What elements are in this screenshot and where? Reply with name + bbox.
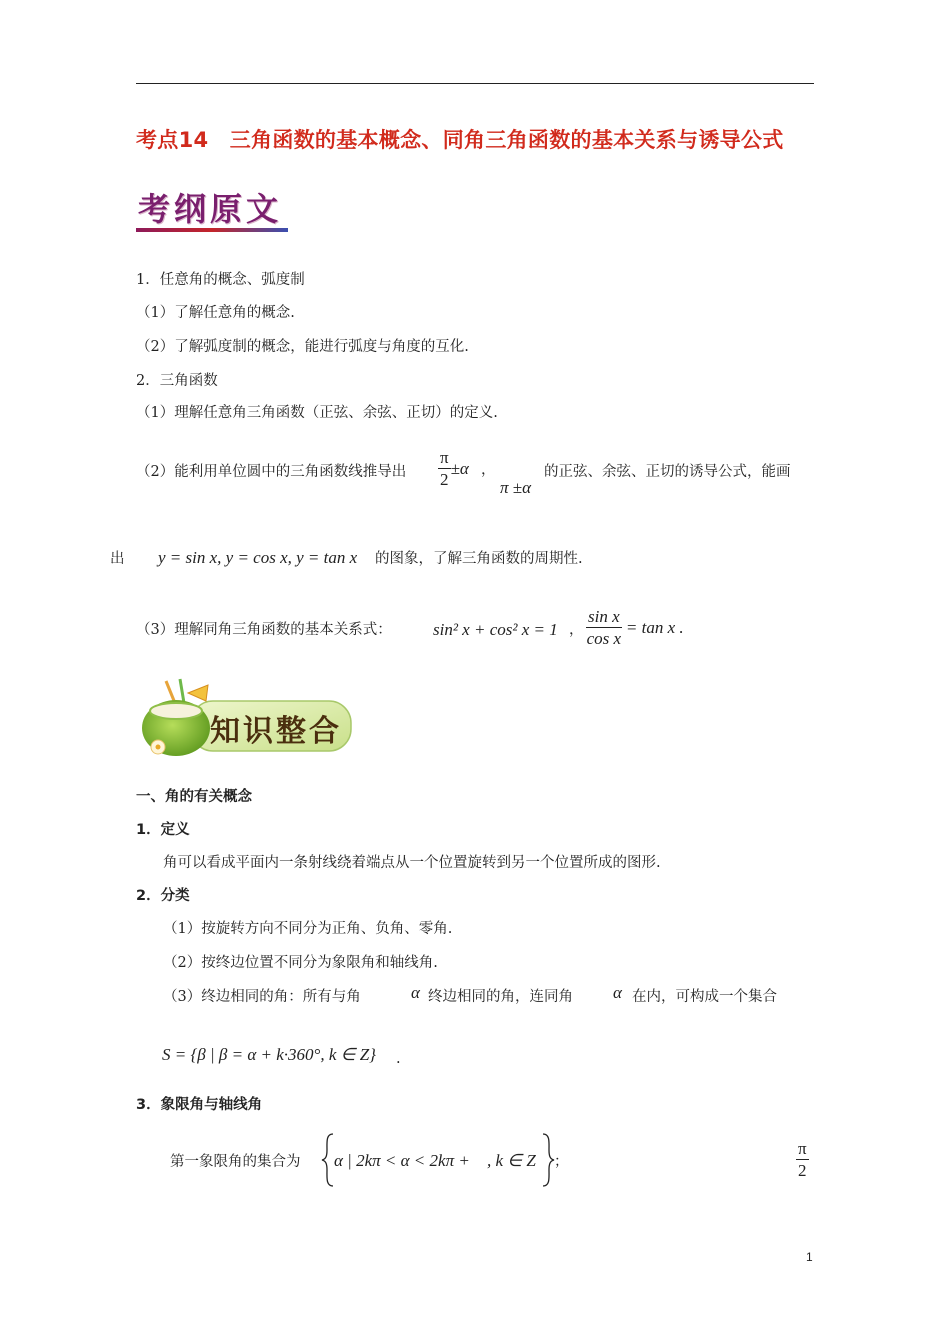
syllabus-banner-label: 考纲原文 bbox=[138, 190, 283, 228]
alpha-symbol-2: α bbox=[613, 983, 622, 1002]
page-title: 考点14 三角函数的基本概念、同角三角函数的基本关系与诱导公式 bbox=[136, 128, 784, 152]
formula-graph-funcs: y = sin x, y = cos x, y = tan x bbox=[158, 548, 358, 567]
fraction-sin-cos: $\frac{\text{sin x}}{\text{cos x}}$ bbox=[586, 607, 622, 648]
knowledge-banner-label: 知识整合 bbox=[210, 714, 342, 749]
header-rule bbox=[136, 83, 814, 84]
definition-text: 角可以看成平面内一条射线绕着端点从一个位置旋转到另一个位置所成的图形. bbox=[163, 855, 661, 871]
formula-pi-pm-alpha: π ±α bbox=[500, 478, 532, 497]
period: . bbox=[396, 1051, 401, 1067]
formula-pi-over-2: $\frac{\pi}{2}$ ±α bbox=[440, 448, 469, 489]
syllabus-banner bbox=[134, 178, 290, 234]
knowledge-banner bbox=[136, 673, 356, 763]
fraction-pi-2-b bbox=[796, 1140, 809, 1179]
alpha-symbol-1: α bbox=[411, 983, 420, 1002]
semicolon: ； bbox=[554, 1154, 569, 1170]
classification-3-end: 在内，可构成一个集合 bbox=[632, 989, 777, 1005]
syllabus-line-7-end: 的图象，了解三角函数的周期性. bbox=[375, 551, 583, 567]
syllabus-line-6-end: 的正弦、余弦、正切的诱导公式，能画 bbox=[544, 464, 791, 480]
formula-identity-2: $\frac{\text{sin x}}{\text{cos x}}$ = tan x . bbox=[586, 607, 684, 648]
syllabus-line-3: （2）了解弧度制的概念，能进行弧度与角度的互化. bbox=[136, 339, 469, 355]
subheading-quadrant-angles: 3．象限角与轴线角 bbox=[136, 1097, 263, 1113]
classification-1: （1）按旋转方向不同分为正角、负角、零角. bbox=[163, 921, 453, 937]
formula-coterminal-set: S = {β | β = α + k·360°, k ∈ Z} bbox=[162, 1045, 376, 1064]
formula-quadrant-1-right: , k ∈ Z bbox=[487, 1151, 536, 1170]
fraction-pi-2-b-inner: $\frac{\pi}{2}$ bbox=[798, 1139, 807, 1180]
fraction-pi-2: $\frac{\pi}{2}$ bbox=[440, 448, 449, 489]
classification-3-middle: 终边相同的角，连同角 bbox=[428, 989, 573, 1005]
syllabus-line-7-start: 出 bbox=[110, 551, 125, 567]
classification-3-start: （3）终边相同的角：所有与角 bbox=[163, 989, 361, 1005]
comma-2: ， bbox=[569, 622, 584, 638]
comma: ， bbox=[481, 462, 496, 478]
syllabus-line-5: （1）理解任意角三角函数（正弦、余弦、正切）的定义. bbox=[136, 405, 498, 421]
subheading-classification: 2．分类 bbox=[136, 888, 190, 904]
section-heading-angle-concepts: 一、角的有关概念 bbox=[136, 789, 252, 805]
syllabus-line-8-start: （3）理解同角三角函数的基本关系式： bbox=[136, 622, 392, 638]
formula-identity-1: sin² x + cos² x = 1 bbox=[433, 620, 558, 639]
syllabus-line-4: 2．三角函数 bbox=[136, 373, 218, 389]
quadrant-1-text: 第一象限角的集合为 bbox=[170, 1154, 301, 1170]
page-number: 1 bbox=[806, 1250, 813, 1264]
syllabus-line-6-start: （2）能利用单位圆中的三角函数线推导出 bbox=[136, 464, 407, 480]
syllabus-line-1: 1．任意角的概念、弧度制 bbox=[136, 272, 305, 288]
syllabus-line-2: （1）了解任意角的概念. bbox=[136, 305, 295, 321]
subheading-definition: 1．定义 bbox=[136, 822, 190, 838]
classification-2: （2）按终边位置不同分为象限角和轴线角. bbox=[163, 955, 438, 971]
